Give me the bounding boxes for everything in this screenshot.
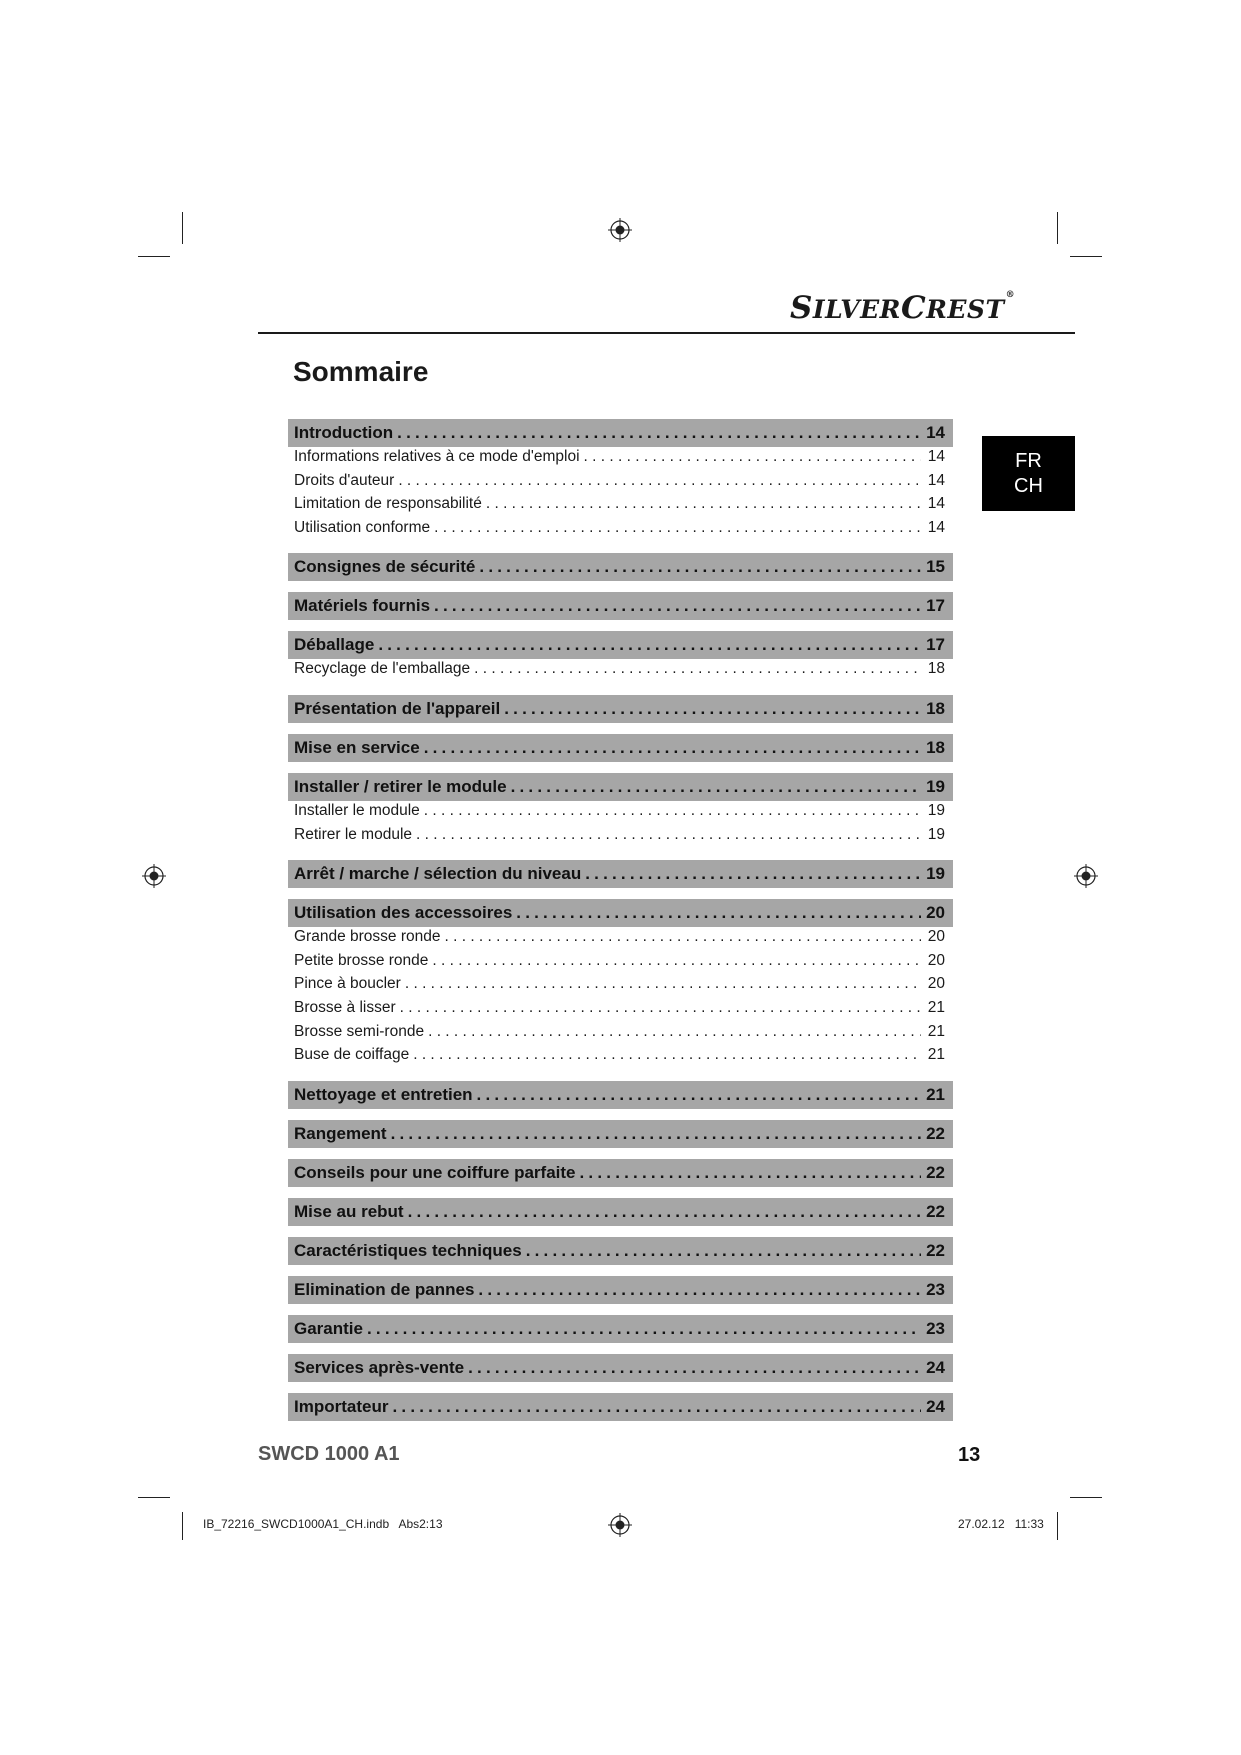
- toc-entry[interactable]: [288, 952, 953, 976]
- toc-section-page: 23: [926, 1318, 945, 1338]
- toc-entry-page: 20: [927, 928, 945, 946]
- crop-mark-bottom-left-v: [182, 1512, 183, 1540]
- leader-dots: [474, 660, 921, 678]
- leader-dots: [400, 999, 921, 1017]
- toc-section-page: 18: [926, 698, 945, 718]
- crop-mark-bottom-left-h: [138, 1497, 170, 1498]
- leader-dots: [585, 864, 921, 884]
- toc-section-page: 15: [926, 557, 945, 577]
- toc-section-heading[interactable]: [288, 1237, 953, 1265]
- footer-model: SWCD 1000 A1: [258, 1443, 400, 1465]
- leader-dots: [511, 777, 921, 797]
- leader-dots: [378, 635, 921, 655]
- toc-section-title: Services après-vente: [294, 1357, 465, 1377]
- language-tab: [982, 436, 1075, 511]
- toc-section-page: 17: [926, 635, 945, 655]
- toc-section-page: 22: [926, 1240, 945, 1260]
- toc-entry[interactable]: [288, 495, 953, 519]
- toc-entry[interactable]: [288, 660, 953, 684]
- toc-section-page: 21: [926, 1084, 945, 1104]
- toc-section-page: 17: [926, 596, 945, 616]
- toc-section-heading[interactable]: [288, 860, 953, 888]
- toc-section: [288, 1159, 953, 1187]
- toc-section-heading[interactable]: [288, 1198, 953, 1226]
- toc-section: [288, 1315, 953, 1343]
- crop-mark-top-right-h: [1070, 256, 1102, 257]
- leader-dots: [580, 1163, 922, 1183]
- toc-section-heading[interactable]: [288, 419, 953, 447]
- toc-entry[interactable]: [288, 826, 953, 850]
- leader-dots: [405, 975, 921, 993]
- leader-dots: [432, 952, 921, 970]
- toc-section-title: Arrêt / marche / sélection du niveau: [294, 864, 582, 884]
- leader-dots: [398, 472, 921, 490]
- toc-entry[interactable]: [288, 928, 953, 952]
- toc-entry-label: Petite brosse ronde: [294, 951, 429, 969]
- toc-entry[interactable]: [288, 448, 953, 472]
- toc-section-heading[interactable]: [288, 553, 953, 581]
- toc-section-title: Matériels fournis: [294, 596, 431, 616]
- toc-entry-label: Utilisation conforme: [294, 518, 431, 536]
- leader-dots: [468, 1358, 921, 1378]
- header-rule: [258, 332, 1075, 334]
- leader-dots: [486, 495, 921, 513]
- toc-entry-page: 19: [927, 801, 945, 819]
- toc-section-page: 24: [926, 1396, 945, 1416]
- leader-dots: [478, 1280, 921, 1300]
- toc-entry[interactable]: [288, 472, 953, 496]
- toc-section-title: Présentation de l'appareil: [294, 698, 501, 718]
- toc-section: [288, 734, 953, 762]
- toc-section: [288, 1354, 953, 1382]
- toc-section-page: 22: [926, 1201, 945, 1221]
- brand-logo: SILVERCREST®: [790, 290, 1016, 326]
- toc-section: [288, 1276, 953, 1304]
- leader-dots: [413, 1046, 921, 1064]
- toc-section-heading[interactable]: [288, 1120, 953, 1148]
- leader-dots: [428, 1023, 921, 1041]
- toc-entry[interactable]: [288, 999, 953, 1023]
- toc-entry[interactable]: [288, 802, 953, 826]
- toc-section: [288, 419, 953, 542]
- leader-dots: [516, 903, 921, 923]
- leader-dots: [408, 1202, 921, 1222]
- toc-section-heading[interactable]: [288, 1159, 953, 1187]
- toc-section-page: 18: [926, 737, 945, 757]
- toc-section: [288, 1198, 953, 1226]
- toc-section-heading[interactable]: [288, 1081, 953, 1109]
- toc-section-page: 19: [926, 776, 945, 796]
- page-title: Sommaire: [293, 356, 429, 387]
- toc-entry-label: Brosse à lisser: [294, 998, 396, 1016]
- toc-section: [288, 1237, 953, 1265]
- toc-section-page: 14: [926, 423, 945, 442]
- toc-section-heading[interactable]: [288, 899, 953, 927]
- crop-mark-bottom-right-v: [1057, 1512, 1058, 1540]
- toc-section-title: Nettoyage et entretien: [294, 1084, 473, 1104]
- toc-entry-page: 14: [927, 448, 945, 465]
- leader-dots: [477, 1085, 921, 1105]
- leader-dots: [434, 596, 921, 616]
- toc-section-heading[interactable]: [288, 592, 953, 620]
- leader-dots: [424, 802, 921, 820]
- toc-section: [288, 773, 953, 849]
- leader-dots: [391, 1124, 921, 1144]
- toc-section-title: Introduction: [294, 423, 394, 442]
- toc-entry-page: 14: [927, 495, 945, 513]
- toc-section-title: Utilisation des accessoires: [294, 903, 513, 923]
- toc-entry-label: Droits d'auteur: [294, 471, 395, 489]
- leader-dots: [526, 1241, 921, 1261]
- country-code: CH: [1014, 474, 1043, 497]
- toc-section-page: 22: [926, 1123, 945, 1143]
- toc-entry-label: Recyclage de l'emballage: [294, 660, 471, 678]
- leader-dots: [397, 423, 921, 443]
- registration-mark-icon: [1074, 864, 1098, 888]
- toc-section-title: Mise en service: [294, 737, 420, 757]
- toc-section: [288, 631, 953, 684]
- toc-entry-page: 20: [927, 975, 945, 993]
- toc-section-heading[interactable]: [288, 773, 953, 801]
- page-number: 13: [958, 1444, 981, 1466]
- crop-mark-bottom-right-h: [1070, 1497, 1102, 1498]
- crop-mark-top-left-h: [138, 256, 170, 257]
- table-of-contents: [288, 419, 953, 1432]
- print-slug-date: 27.02.12 11:33: [958, 1517, 1044, 1531]
- leader-dots: [424, 738, 921, 758]
- leader-dots: [444, 928, 921, 946]
- toc-section: [288, 1120, 953, 1148]
- crop-mark-top-right-v: [1057, 212, 1058, 244]
- toc-section: [288, 1081, 953, 1109]
- toc-section: [288, 1393, 953, 1421]
- leader-dots: [504, 699, 921, 719]
- toc-section-title: Rangement: [294, 1123, 387, 1143]
- toc-entry-page: 21: [927, 1046, 945, 1064]
- leader-dots: [392, 1397, 921, 1417]
- toc-section: [288, 860, 953, 888]
- leader-dots: [434, 519, 921, 537]
- toc-entry-label: Grande brosse ronde: [294, 928, 441, 946]
- toc-section-title: Déballage: [294, 635, 375, 655]
- toc-entry-page: 14: [927, 518, 945, 536]
- toc-section: [288, 695, 953, 723]
- toc-section-heading[interactable]: [288, 1354, 953, 1382]
- toc-section: [288, 553, 953, 581]
- toc-section-page: 23: [926, 1279, 945, 1299]
- toc-entry[interactable]: [288, 1046, 953, 1070]
- toc-section-title: Garantie: [294, 1318, 363, 1338]
- toc-entry-label: Brosse semi-ronde: [294, 1022, 425, 1040]
- toc-entry[interactable]: [288, 519, 953, 543]
- toc-section-page: 22: [926, 1162, 945, 1182]
- toc-entry-page: 14: [927, 471, 945, 489]
- leader-dots: [479, 557, 921, 577]
- toc-entry-page: 19: [927, 825, 945, 843]
- toc-section: [288, 592, 953, 620]
- language-code: FR: [1015, 449, 1042, 472]
- toc-section-page: 20: [926, 903, 945, 923]
- registration-mark-icon: [608, 218, 632, 242]
- toc-entry-label: Informations relatives à ce mode d'emploi: [294, 448, 580, 465]
- toc-entry-page: 20: [927, 951, 945, 969]
- toc-section-page: 24: [926, 1357, 945, 1377]
- toc-entry-page: 21: [927, 998, 945, 1016]
- toc-section-heading[interactable]: [288, 1315, 953, 1343]
- toc-section-title: Elimination de pannes: [294, 1279, 475, 1299]
- toc-entry-label: Installer le module: [294, 801, 420, 819]
- toc-section-title: Mise au rebut: [294, 1201, 404, 1221]
- toc-section: [288, 899, 953, 1070]
- crop-mark-top-left-v: [182, 212, 183, 244]
- leader-dots: [416, 826, 921, 844]
- toc-entry-label: Buse de coiffage: [294, 1046, 410, 1064]
- toc-section-heading[interactable]: [288, 1393, 953, 1421]
- toc-entry[interactable]: [288, 975, 953, 999]
- print-slug-file: IB_72216_SWCD1000A1_CH.indb Abs2:13: [203, 1517, 443, 1531]
- toc-section-heading[interactable]: [288, 631, 953, 659]
- toc-section-title: Installer / retirer le module: [294, 776, 507, 796]
- toc-section-title: Consignes de sécurité: [294, 557, 476, 577]
- toc-entry-label: Limitation de responsabilité: [294, 495, 482, 513]
- toc-entry-page: 21: [927, 1022, 945, 1040]
- toc-section-heading[interactable]: [288, 734, 953, 762]
- toc-section-title: Conseils pour une coiffure parfaite: [294, 1162, 576, 1182]
- registration-mark-icon: [608, 1513, 632, 1537]
- toc-section-page: 19: [926, 864, 945, 884]
- toc-section-heading[interactable]: [288, 695, 953, 723]
- leader-dots: [367, 1319, 921, 1339]
- toc-section-title: Caractéristiques techniques: [294, 1240, 522, 1260]
- toc-entry-label: Pince à boucler: [294, 975, 401, 993]
- toc-section-title: Importateur: [294, 1396, 389, 1416]
- registration-mark-icon: [142, 864, 166, 888]
- toc-entry-label: Retirer le module: [294, 825, 413, 843]
- toc-entry-page: 18: [927, 660, 945, 678]
- toc-section-heading[interactable]: [288, 1276, 953, 1304]
- toc-entry[interactable]: [288, 1023, 953, 1047]
- leader-dots: [584, 448, 921, 466]
